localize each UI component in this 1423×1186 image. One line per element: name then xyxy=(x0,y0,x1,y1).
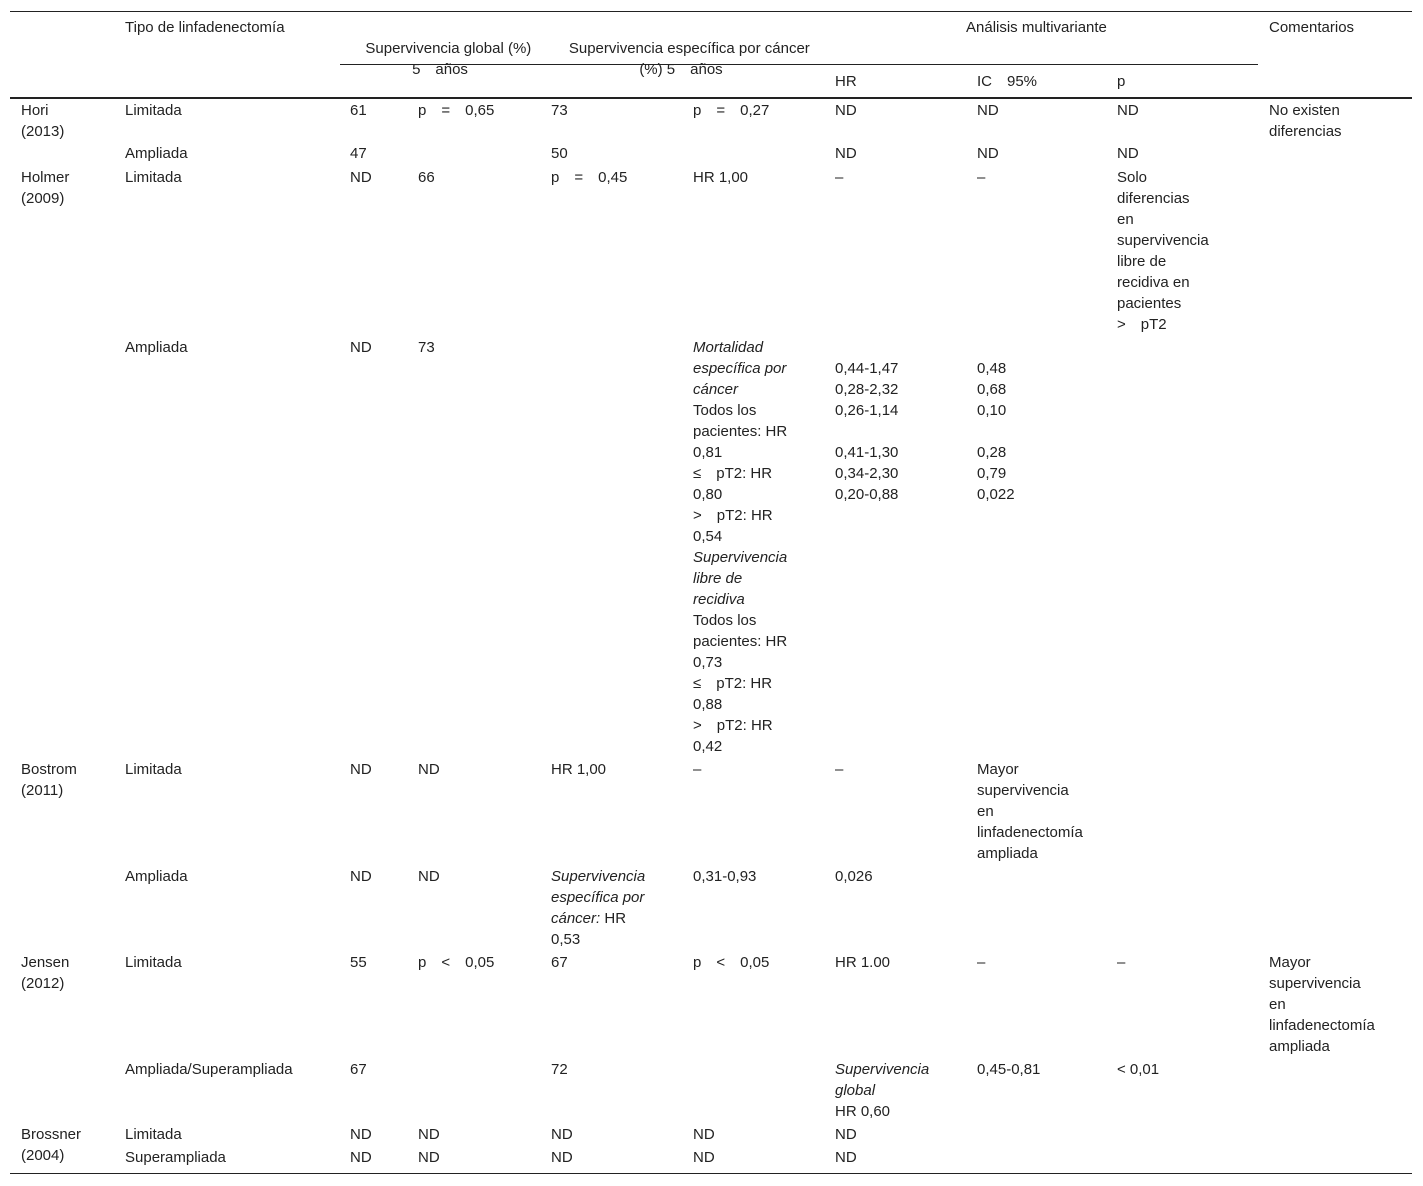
header-supervivencia-global: Supervivencia global (%) 5 años xyxy=(365,40,532,78)
header-hr: HR xyxy=(835,73,857,90)
cell-col1: ND xyxy=(350,169,372,186)
cell-col2: ND xyxy=(418,1126,440,1143)
cell-p: – xyxy=(1117,954,1126,971)
cell-type: Ampliada/Superampliada xyxy=(125,1061,293,1078)
cell-type: Limitada xyxy=(125,169,182,186)
cell-col2: ND xyxy=(418,868,440,885)
cell-type: Ampliada xyxy=(125,868,188,885)
header-p: p xyxy=(1117,73,1126,90)
cell-sg: 55 xyxy=(350,954,367,971)
cell-col2: 73 xyxy=(418,339,435,356)
cell-col6: – xyxy=(977,169,986,186)
cell-holmer-ic: 0,44-1,47 0,28-2,32 0,26-1,14 0,41-1,30 0,34-2,30 0,20-0,88 xyxy=(835,360,899,503)
cell-col5: 0,026 xyxy=(835,868,873,885)
cell-se-p: p < 0,05 xyxy=(693,954,770,971)
cell-col5: ND xyxy=(835,1126,857,1143)
cell-sg: 67 xyxy=(350,1061,367,1078)
cell-col6: Mayor supervivencia en linfadenectomía ampliada xyxy=(977,761,1083,862)
bottom-rule xyxy=(10,1173,1412,1174)
cell-col1: ND xyxy=(350,1149,372,1166)
cell-col1: ND xyxy=(350,339,372,356)
study-holmer: Holmer (2009) xyxy=(21,169,70,207)
cell-col5: – xyxy=(835,169,844,186)
cell-ic: – xyxy=(977,954,986,971)
cell-type: Ampliada xyxy=(125,339,188,356)
cell-col5: – xyxy=(835,761,844,778)
cell-type: Limitada xyxy=(125,954,182,971)
cell-col2: 66 xyxy=(418,169,435,186)
cell-p: ND xyxy=(1117,145,1139,162)
cell-ic: ND xyxy=(977,145,999,162)
cell-col4: ND xyxy=(693,1126,715,1143)
cell-comment: No existen diferencias xyxy=(1269,102,1342,140)
cell-type: Limitada xyxy=(125,761,182,778)
cell-col3: HR 1,00 xyxy=(551,761,607,778)
top-rule xyxy=(10,11,1412,12)
header-tipo: Tipo de linfadenectomía xyxy=(125,19,285,36)
study-brossner: Brossner (2004) xyxy=(21,1126,82,1164)
cell-p: < 0,01 xyxy=(1117,1061,1160,1078)
cell-col5: ND xyxy=(835,1149,857,1166)
study-hori: Hori (2013) xyxy=(21,102,65,140)
header-ic: IC 95% xyxy=(977,73,1038,90)
cell-col3: ND xyxy=(551,1126,573,1143)
cell-holmer-p: 0,48 0,68 0,10 0,28 0,79 0,022 xyxy=(977,360,1015,503)
cell-sg-p: p < 0,05 xyxy=(418,954,495,971)
header-analisis-multivariante: Análisis multivariante xyxy=(966,19,1107,36)
cell-se-p: p = 0,27 xyxy=(693,102,770,119)
cell-type: Ampliada xyxy=(125,145,188,162)
cell-hr: ND xyxy=(835,145,857,162)
cell-se: 50 xyxy=(551,145,568,162)
cell-hr: ND xyxy=(835,102,857,119)
cell-hr: Supervivencia global HR 0,60 xyxy=(835,1061,930,1120)
cell-type: Superampliada xyxy=(125,1149,226,1166)
cell-sg: 61 xyxy=(350,102,367,119)
study-bostrom: Bostrom (2011) xyxy=(21,761,77,799)
cell-col1: ND xyxy=(350,761,372,778)
cell-col7: Solo diferencias en supervivencia libre de recidiva en pacientes > pT2 xyxy=(1117,169,1209,333)
cell-comment: Mayor supervivencia en linfadenectomía ampliada xyxy=(1269,954,1375,1055)
results-table xyxy=(10,11,1412,1174)
cell-col4: – xyxy=(693,761,702,778)
study-jensen: Jensen (2012) xyxy=(21,954,70,992)
cell-col2: ND xyxy=(418,761,440,778)
cell-se: 72 xyxy=(551,1061,568,1078)
cell-col1: ND xyxy=(350,1126,372,1143)
cell-col4: ND xyxy=(693,1149,715,1166)
cell-col1: ND xyxy=(350,868,372,885)
header-comentarios: Comentarios xyxy=(1269,19,1355,36)
cell-se: 67 xyxy=(551,954,568,971)
cell-type: Limitada xyxy=(125,102,182,119)
cell-p: ND xyxy=(1117,102,1139,119)
cell-col3: p = 0,45 xyxy=(551,169,628,186)
cell-ic: ND xyxy=(977,102,999,119)
cell-type: Limitada xyxy=(125,1126,182,1143)
cell-sg-p: p = 0,65 xyxy=(418,102,495,119)
cell-hr: HR 1.00 xyxy=(835,954,891,971)
cell-col4: 0,31-0,93 xyxy=(693,868,757,885)
header-supervivencia-especifica: Supervivencia específica por cáncer (%) 5 años xyxy=(568,40,810,78)
cell-sg: 47 xyxy=(350,145,367,162)
cell-col2: ND xyxy=(418,1149,440,1166)
cell-col3: Supervivencia específica por cáncer: HR 0,53 xyxy=(551,868,646,948)
cell-col3: ND xyxy=(551,1149,573,1166)
cell-ic: 0,45-0,81 xyxy=(977,1061,1041,1078)
cell-col4: HR 1,00 xyxy=(693,169,749,186)
cell-se: 73 xyxy=(551,102,568,119)
cell-holmer-mortality: Mortalidad específica por cáncer Todos los pacientes: HR 0,81 ≤ pT2: HR 0,80 > pT2: HR 0,54 Supervivencia libre de recidiva Todos los pacientes: HR 0,73 ≤ pT2: HR 0,88 > pT2: HR 0,42 xyxy=(693,339,788,755)
